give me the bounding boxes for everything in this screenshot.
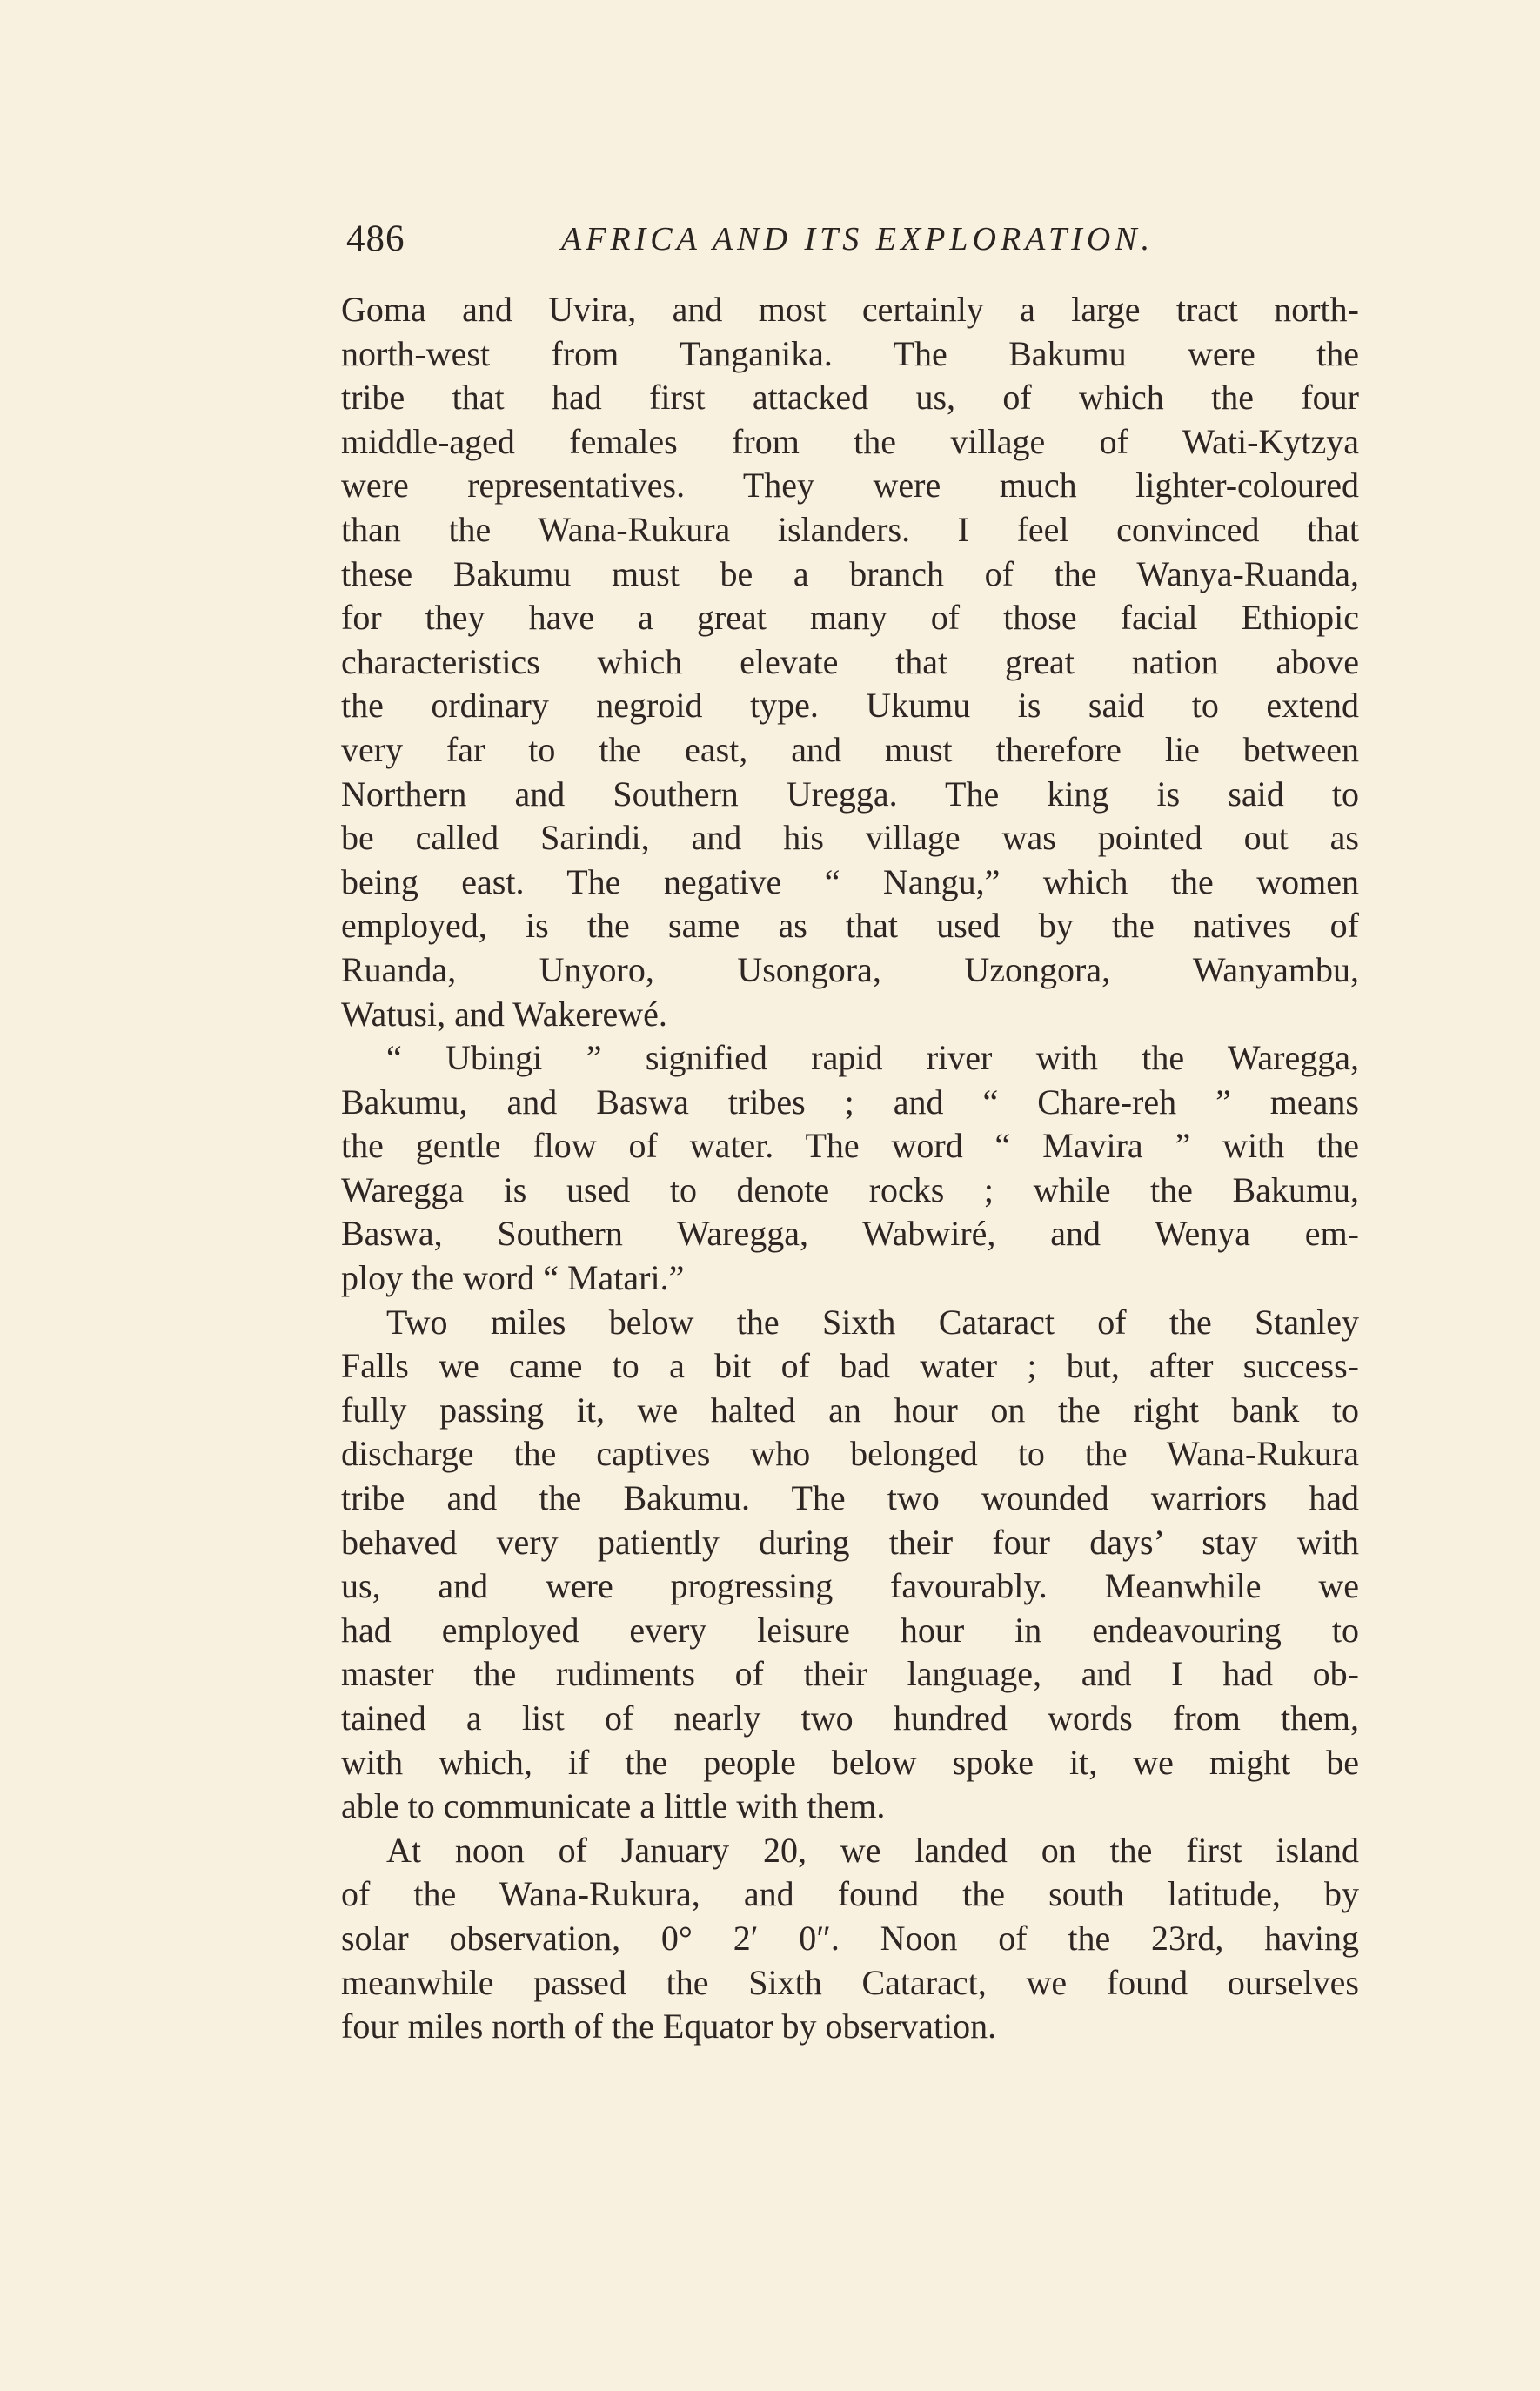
text-line: behaved very patiently during their four days’ stay with — [341, 1522, 1359, 1562]
text-line: master the rudiments of their language, and I had ob- — [341, 1654, 1359, 1694]
text-line: with which, if the people below spoke it, we might be — [341, 1742, 1359, 1782]
text-line: solar observation, 0° 2′ 0″. Noon of the 23rd, having — [341, 1918, 1359, 1958]
text-line: middle-aged females from the village of Wati-Kytzya — [341, 421, 1359, 461]
body-text — [341, 288, 1359, 2049]
text-line: had employed every leisure hour in endeavouring to — [341, 1610, 1359, 1650]
text-line: being east. The negative “ Nangu,” which the women — [341, 861, 1359, 901]
text-line: of the Wana-Rukura, and found the south latitude, by — [341, 1874, 1359, 1914]
text-line: were representatives. They were much lighter-coloured — [341, 465, 1359, 506]
text-line: the ordinary negroid type. Ukumu is said to extend — [341, 686, 1359, 726]
text-line: employed, is the same as that used by the natives of — [341, 906, 1359, 946]
page-number: 486 — [346, 218, 405, 259]
paragraph-4 — [341, 1829, 1359, 2049]
text-line: Ruanda, Unyoro, Usongora, Uzongora, Wanyambu, — [341, 949, 1359, 989]
text-line: Two miles below the Sixth Cataract of the Stanley — [386, 1302, 1359, 1342]
text-line: these Bakumu must be a branch of the Wanya-Ruanda, — [341, 553, 1359, 593]
paragraph-1 — [341, 288, 1359, 1036]
paragraph-3 — [341, 1301, 1359, 1829]
text-line: Goma and Uvira, and most certainly a large tract north- — [341, 290, 1359, 329]
text-line: able to communicate a little with them. — [341, 1786, 886, 1826]
running-title: AFRICA AND ITS EXPLORATION. — [561, 221, 1155, 258]
text-line: discharge the captives who belonged to the Wana-Rukura — [341, 1434, 1359, 1474]
text-line: Watusi, and Wakerewé. — [341, 994, 667, 1034]
text-line: Baswa, Southern Waregga, Wabwiré, and Wenya em- — [341, 1214, 1359, 1254]
text-line: Waregga is used to denote rocks ; while the Bakumu, — [341, 1169, 1359, 1209]
text-line: tribe that had first attacked us, of which the four — [341, 378, 1359, 418]
text-line: very far to the east, and must therefore lie between — [341, 729, 1359, 769]
text-line: fully passing it, we halted an hour on the right bank to — [341, 1390, 1359, 1430]
text-line: Bakumu, and Baswa tribes ; and “ Chare-reh ” means — [341, 1082, 1359, 1122]
text-line: than the Wana-Rukura islanders. I feel convinced that — [341, 509, 1359, 549]
text-line: the gentle flow of water. The word “ Mavira ” with the — [341, 1126, 1359, 1166]
text-line: four miles north of the Equator by observation. — [341, 2006, 997, 2046]
text-line: meanwhile passed the Sixth Cataract, we found ourselves — [341, 1962, 1359, 2002]
text-line: “ Ubingi ” signified rapid river with the Waregga, — [386, 1038, 1359, 1078]
text-line: us, and were progressing favourably. Meanwhile we — [341, 1566, 1359, 1606]
text-line: At noon of January 20, we landed on the first island — [386, 1830, 1359, 1870]
text-line: tained a list of nearly two hundred words from them, — [341, 1698, 1359, 1738]
text-line: north-west from Tanganika. The Bakumu were the — [341, 333, 1359, 373]
text-line: for they have a great many of those facial Ethiopic — [341, 598, 1359, 638]
paragraph-2 — [341, 1036, 1359, 1301]
text-line: be called Sarindi, and his village was pointed out as — [341, 818, 1359, 858]
text-line: characteristics which elevate that great nation above — [341, 641, 1359, 681]
text-line: Northern and Southern Uregga. The king is said to — [341, 774, 1359, 814]
text-line: tribe and the Bakumu. The two wounded warriors had — [341, 1478, 1359, 1518]
text-line: Falls we came to a bit of bad water ; but, after success- — [341, 1346, 1359, 1386]
page-header — [346, 218, 1360, 270]
text-line: ploy the word “ Matari.” — [341, 1258, 685, 1298]
